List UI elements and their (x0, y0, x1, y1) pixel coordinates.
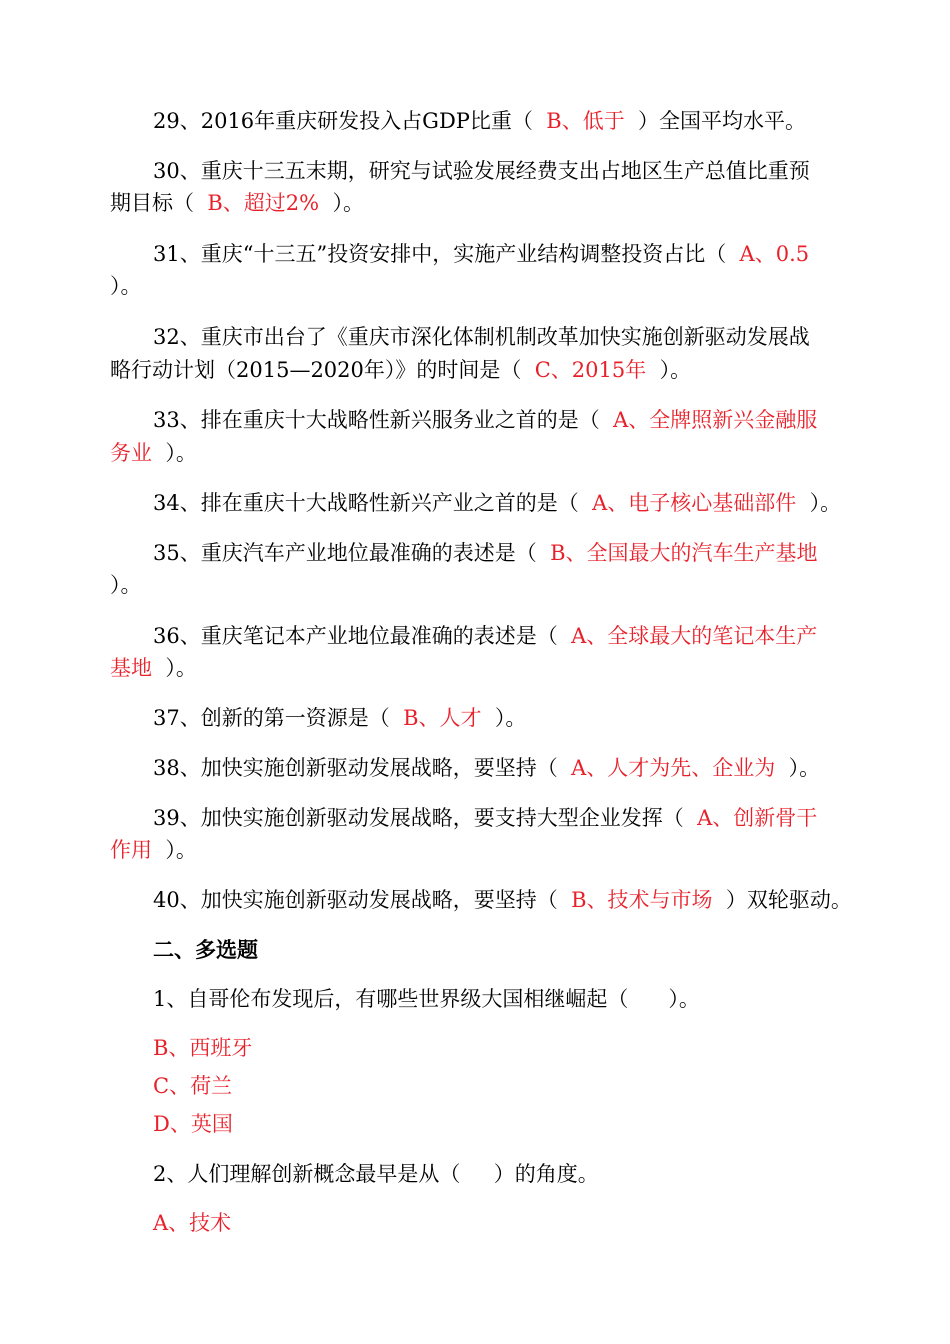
answer-text: C、2015年 (521, 358, 660, 382)
answer-text: 务业 (110, 441, 166, 465)
question-text: 30、重庆十三五末期，研究与试验发展经费支出占地区生产总值比重预 (153, 159, 810, 183)
question-32-line-1 (153, 322, 810, 352)
multi-question-1-answer-3: D、英国 (153, 1112, 233, 1136)
question-36-line-2 (110, 653, 197, 683)
multi-question-2: 2、人们理解创新概念最早是从（ ）的角度。 (153, 1162, 599, 1186)
question-text-end: ）。 (332, 191, 364, 215)
question-32-line-2 (110, 355, 691, 385)
question-text: 33、排在重庆十大战略性新兴服务业之首的是（ (153, 408, 600, 432)
multi-question-2-answer-1: A、技术 (153, 1211, 232, 1235)
answer-text: A、全牌照新兴金融服 (599, 408, 818, 432)
question-37-line-1 (153, 703, 526, 733)
question-36-line-1 (153, 621, 817, 651)
answer-text: A、电子核心基础部件 (578, 491, 810, 515)
question-text: 37、创新的第一资源是（ (153, 706, 390, 730)
question-35-line-1 (153, 538, 818, 568)
question-text: 31、重庆“十三五”投资安排中，实施产业结构调整投资占比（ (153, 242, 727, 266)
question-31-line-1 (153, 239, 809, 269)
question-text: 39、加快实施创新驱动发展战略，要支持大型企业发挥（ (153, 806, 684, 830)
multi-question-1: 1、自哥伦布发现后，有哪些世界级大国相继崛起（ ）。 (153, 987, 700, 1011)
multi-question-1-answer-2: C、荷兰 (153, 1074, 233, 1098)
question-text: 32、重庆市出台了《重庆市深化体制机制改革加快实施创新驱动发展战 (153, 325, 810, 349)
answer-text: B、全国最大的汽车生产基地 (536, 541, 818, 565)
question-text-end: ）。 (165, 838, 197, 862)
section-heading: 二、多选题 (153, 938, 258, 962)
question-text: 35、重庆汽车产业地位最准确的表述是（ (153, 541, 537, 565)
question-33-line-1 (153, 405, 817, 435)
question-40-line-1 (153, 885, 852, 915)
answer-text: B、人才 (389, 706, 495, 730)
question-text-end: ）。 (165, 656, 197, 680)
answer-text: 作用 (110, 838, 166, 862)
question-text: 38、加快实施创新驱动发展战略，要坚持（ (153, 756, 558, 780)
question-text-end: ）全国平均水平。 (638, 109, 807, 133)
question-31-line-2 (110, 271, 142, 301)
question-text-end: ）。 (110, 274, 142, 298)
question-text-end: ）。 (809, 491, 842, 515)
answer-text: B、技术与市场 (557, 888, 726, 912)
question-39-line-2 (110, 835, 197, 865)
question-text-end: ）。 (788, 756, 821, 780)
question-35-line-2 (110, 570, 142, 600)
question-text-end: ）。 (659, 358, 692, 382)
answer-text: A、0.5 (726, 242, 810, 266)
answer-text: A、人才为先、企业为 (557, 756, 789, 780)
question-30-line-1 (153, 156, 810, 186)
question-text: 期目标（ (110, 191, 194, 215)
answer-text: 基地 (110, 656, 166, 680)
question-text: 34、排在重庆十大战略性新兴产业之首的是（ (153, 491, 579, 515)
question-34-line-1 (153, 488, 841, 518)
answer-text: A、创新骨干 (683, 806, 818, 830)
question-text-end: ）。 (165, 441, 197, 465)
answer-text: B、超过2% (194, 191, 333, 215)
question-text: 29、2016年重庆研发投入占GDP比重（ (153, 109, 533, 133)
answer-text: A、全球最大的笔记本生产 (557, 624, 818, 648)
question-38-line-1 (153, 753, 820, 783)
question-text: 40、加快实施创新驱动发展战略，要坚持（ (153, 888, 558, 912)
answer-text: B、低于 (532, 109, 639, 133)
question-text-end: ）双轮驱动。 (725, 888, 852, 912)
question-29-line-1 (153, 106, 806, 136)
question-text-end: ）。 (494, 706, 527, 730)
question-text-end: ）。 (110, 573, 142, 597)
multi-question-1-answer-1: B、西班牙 (153, 1036, 253, 1060)
question-30-line-2 (110, 188, 364, 218)
question-33-line-2 (110, 438, 197, 468)
question-text: 略行动计划（2015—2020年）》的时间是（ (110, 358, 522, 382)
question-text: 36、重庆笔记本产业地位最准确的表述是（ (153, 624, 558, 648)
question-39-line-1 (153, 803, 817, 833)
